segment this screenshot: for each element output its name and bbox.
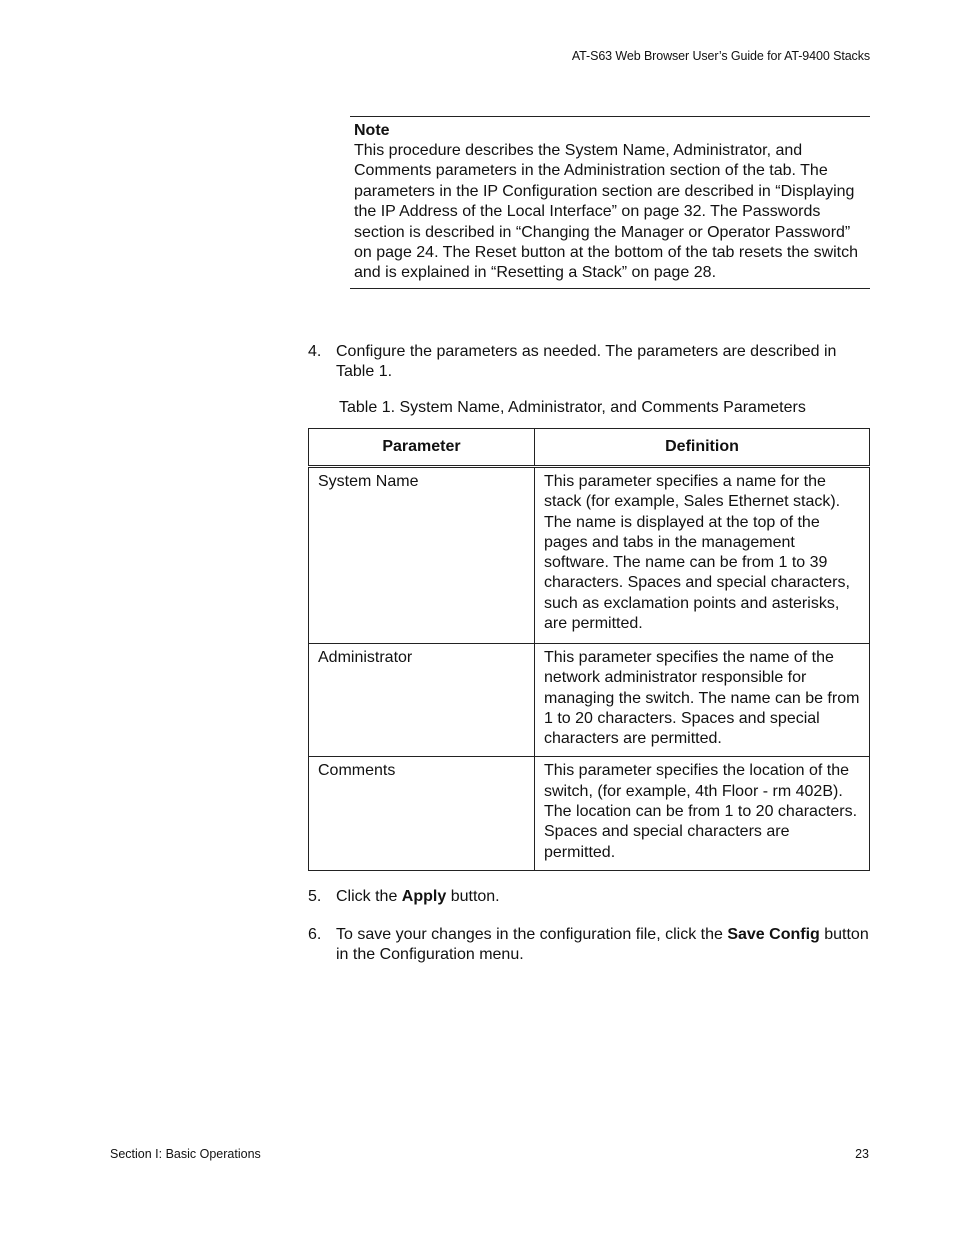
footer-section: Section I: Basic Operations [110,1147,261,1161]
step-text: Configure the parameters as needed. The parameters are described in Table 1. [336,343,837,381]
step-text [336,887,870,907]
note-box [350,116,870,289]
step-text [336,925,870,966]
step-number: 5. [308,888,322,905]
definition-cell: This parameter specifies a name for the stack (for example, Sales Ethernet stack). The name is displayed at the top of the pages and tabs in the management software. The name can be from 1 to 39 characters. Spaces and special characters, such as exclamation points and asterisks, are permitted. [535,467,870,644]
table-row [309,644,870,757]
step-number: 4. [308,343,322,360]
column-header-parameter: Parameter [309,429,535,467]
save-config-button-reference: Save Config [727,926,820,943]
apply-button-reference: Apply [401,888,447,905]
note-title: Note [354,122,390,139]
step-text-before: Click the [336,888,402,905]
step-number: 6. [308,926,322,943]
column-header-definition: Definition [535,429,870,467]
running-header: AT-S63 Web Browser User’s Guide for AT-9400 Stacks [571,49,870,63]
page-number: 23 [855,1147,869,1161]
step-text-before: To save your changes in the configuration file, click the [336,926,728,943]
parameter-cell: Comments [309,757,535,871]
step-5 [308,887,870,907]
parameters-table [308,428,870,871]
step-text-after: button in the Configuration menu. [336,926,869,964]
definition-cell: This parameter specifies the location of the switch, (for example, 4th Floor - rm 402B). The location can be from 1 to 20 characters. Spaces and special characters are permitted. [535,757,870,871]
parameter-cell: System Name [309,467,535,644]
definition-cell: This parameter specifies the name of the network administrator responsible for managing the switch. The name can be from 1 to 20 characters. Spaces and special characters are permitted. [535,644,870,757]
table-row [309,467,870,644]
table-caption: Table 1. System Name, Administrator, and Comments Parameters [339,399,806,416]
parameter-cell: Administrator [309,644,535,757]
step-4 [308,342,870,383]
note-body: This procedure describes the System Name, Administrator, and Comments parameters in the Administration section of the tab. The parameters in the IP Configuration section are described in “Displaying the IP Address of the Local Interface” on page 32. The Passwords section is described in “Changing the Manager or Operator Password” on page 24. The Reset button at the bottom of the tab resets the switch and is explained in “Resetting a Stack” on page 28. [354,142,859,282]
table-header-row [309,429,870,467]
step-text-after: button. [446,888,500,905]
table-row [309,757,870,871]
step-6 [308,925,870,966]
